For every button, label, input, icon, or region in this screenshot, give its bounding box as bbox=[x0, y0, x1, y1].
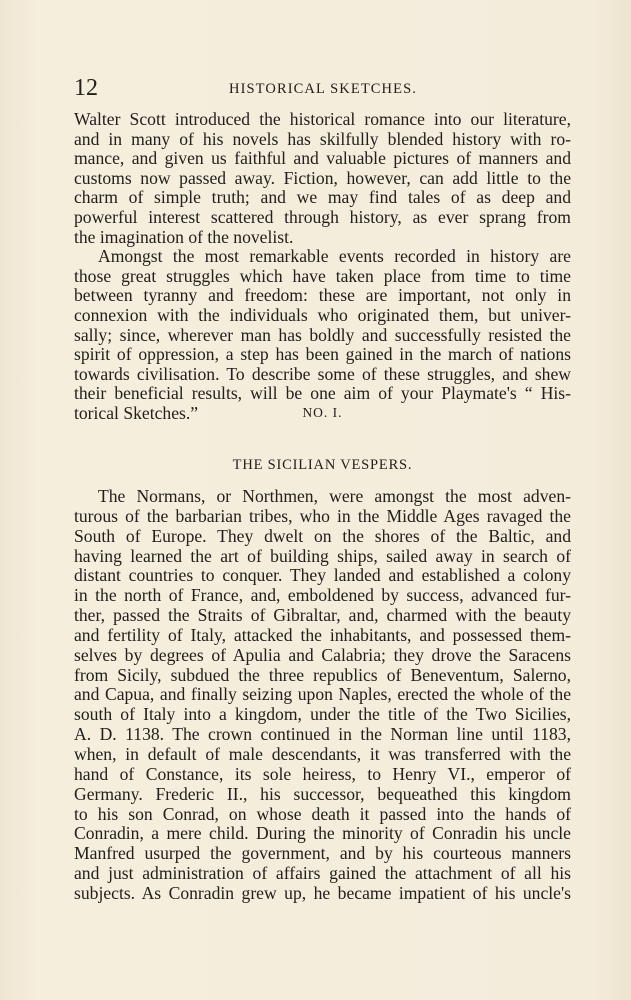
text-line: when, in default of male descendants, it was transferred with the bbox=[74, 743, 571, 764]
text-line: selves by degrees of Apulia and Calabria; they drove the Saracens bbox=[74, 644, 571, 665]
text-line: between tyranny and freedom: these are important, not only in bbox=[74, 285, 571, 306]
section-number: NO. I. bbox=[302, 405, 343, 420]
text-line: those great struggles which have taken place from time to time bbox=[74, 265, 571, 286]
text-line: ther, passed the Straits of Gibraltar, and, charmed with the beauty bbox=[74, 605, 571, 626]
text-line: to his son Conrad, on whose death it passed into the hands of bbox=[74, 803, 571, 824]
body-text bbox=[74, 487, 571, 904]
text-line: and just administration of affairs gained the attachment of all his bbox=[74, 863, 571, 884]
text-line: powerful interest scattered through history, as ever sprang from bbox=[74, 206, 571, 227]
section-title: THE SICILIAN VESPERS. bbox=[232, 457, 413, 473]
text-line: Conradin, a mere child. During the minority of Conradin his uncle bbox=[74, 823, 571, 844]
text-line: south of Italy into a kingdom, under the title of the Two Sicilies, bbox=[74, 704, 571, 725]
text-line: charm of simple truth; and we may find tales of as deep and bbox=[74, 187, 571, 208]
text-line: Manfred usurped the government, and by his courteous manners bbox=[74, 843, 571, 864]
page-header bbox=[74, 74, 572, 102]
text-line: their beneficial results, will be one aim of your Playmate's “ His- bbox=[74, 383, 571, 404]
text-line: turous of the barbarian tribes, who in the Middle Ages ravaged the bbox=[74, 505, 571, 526]
text-line: Germany. Frederic II., his successor, bequeathed this kingdom bbox=[74, 783, 571, 804]
text-line: South of Europe. They dwelt on the shores of the Baltic, and bbox=[74, 525, 571, 546]
text-line: subjects. As Conradin grew up, he became impatient of his uncle's bbox=[74, 882, 571, 903]
text-line: and fertility of Italy, attacked the inhabitants, and possessed them- bbox=[74, 624, 571, 645]
intro-text bbox=[74, 110, 571, 424]
text-line: and in many of his novels has skilfully blended history with ro- bbox=[74, 128, 571, 149]
text-line: from Sicily, subdued the three republics of Beneventum, Salerno, bbox=[74, 664, 571, 685]
text-line: The Normans, or Northmen, were amongst the most adven- bbox=[98, 486, 571, 506]
text-line: A. D. 1138. The crown continued in the Norman line until 1183, bbox=[74, 724, 571, 745]
text-line: towards civilisation. To describe some of these struggles, and shew bbox=[74, 363, 571, 384]
text-line: Walter Scott introduced the historical romance into our literature, bbox=[74, 109, 571, 129]
text-line: having learned the art of building ships, sailed away in search of bbox=[74, 545, 571, 566]
text-line: and Capua, and finally seizing upon Naples, erected the whole of the bbox=[74, 684, 571, 705]
text-line: torical Sketches.” bbox=[74, 402, 199, 423]
text-line: customs now passed away. Fiction, however, can add little to the bbox=[74, 167, 571, 188]
text-line: spirit of oppression, a step has been gained in the march of nations bbox=[74, 344, 571, 365]
text-line: distant countries to conquer. They landed and established a colony bbox=[74, 565, 571, 586]
page-number: 12 bbox=[74, 75, 98, 101]
running-head: HISTORICAL SKETCHES. bbox=[229, 81, 417, 97]
text-line: Amongst the most remarkable events recorded in history are bbox=[98, 246, 571, 267]
text-line: mance, and given us faithful and valuable pictures of manners and bbox=[74, 148, 571, 169]
text-line: sally; since, wherever man has boldly and successfully resisted the bbox=[74, 324, 571, 345]
text-line: in the north of France, and, emboldened by success, advanced fur- bbox=[74, 585, 571, 606]
text-line: the imagination of the novelist. bbox=[74, 226, 294, 247]
text-line: connexion with the individuals who originated them, but univer- bbox=[74, 304, 571, 325]
text-line: hand of Constance, its sole heiress, to Henry VI., emperor of bbox=[74, 763, 571, 784]
